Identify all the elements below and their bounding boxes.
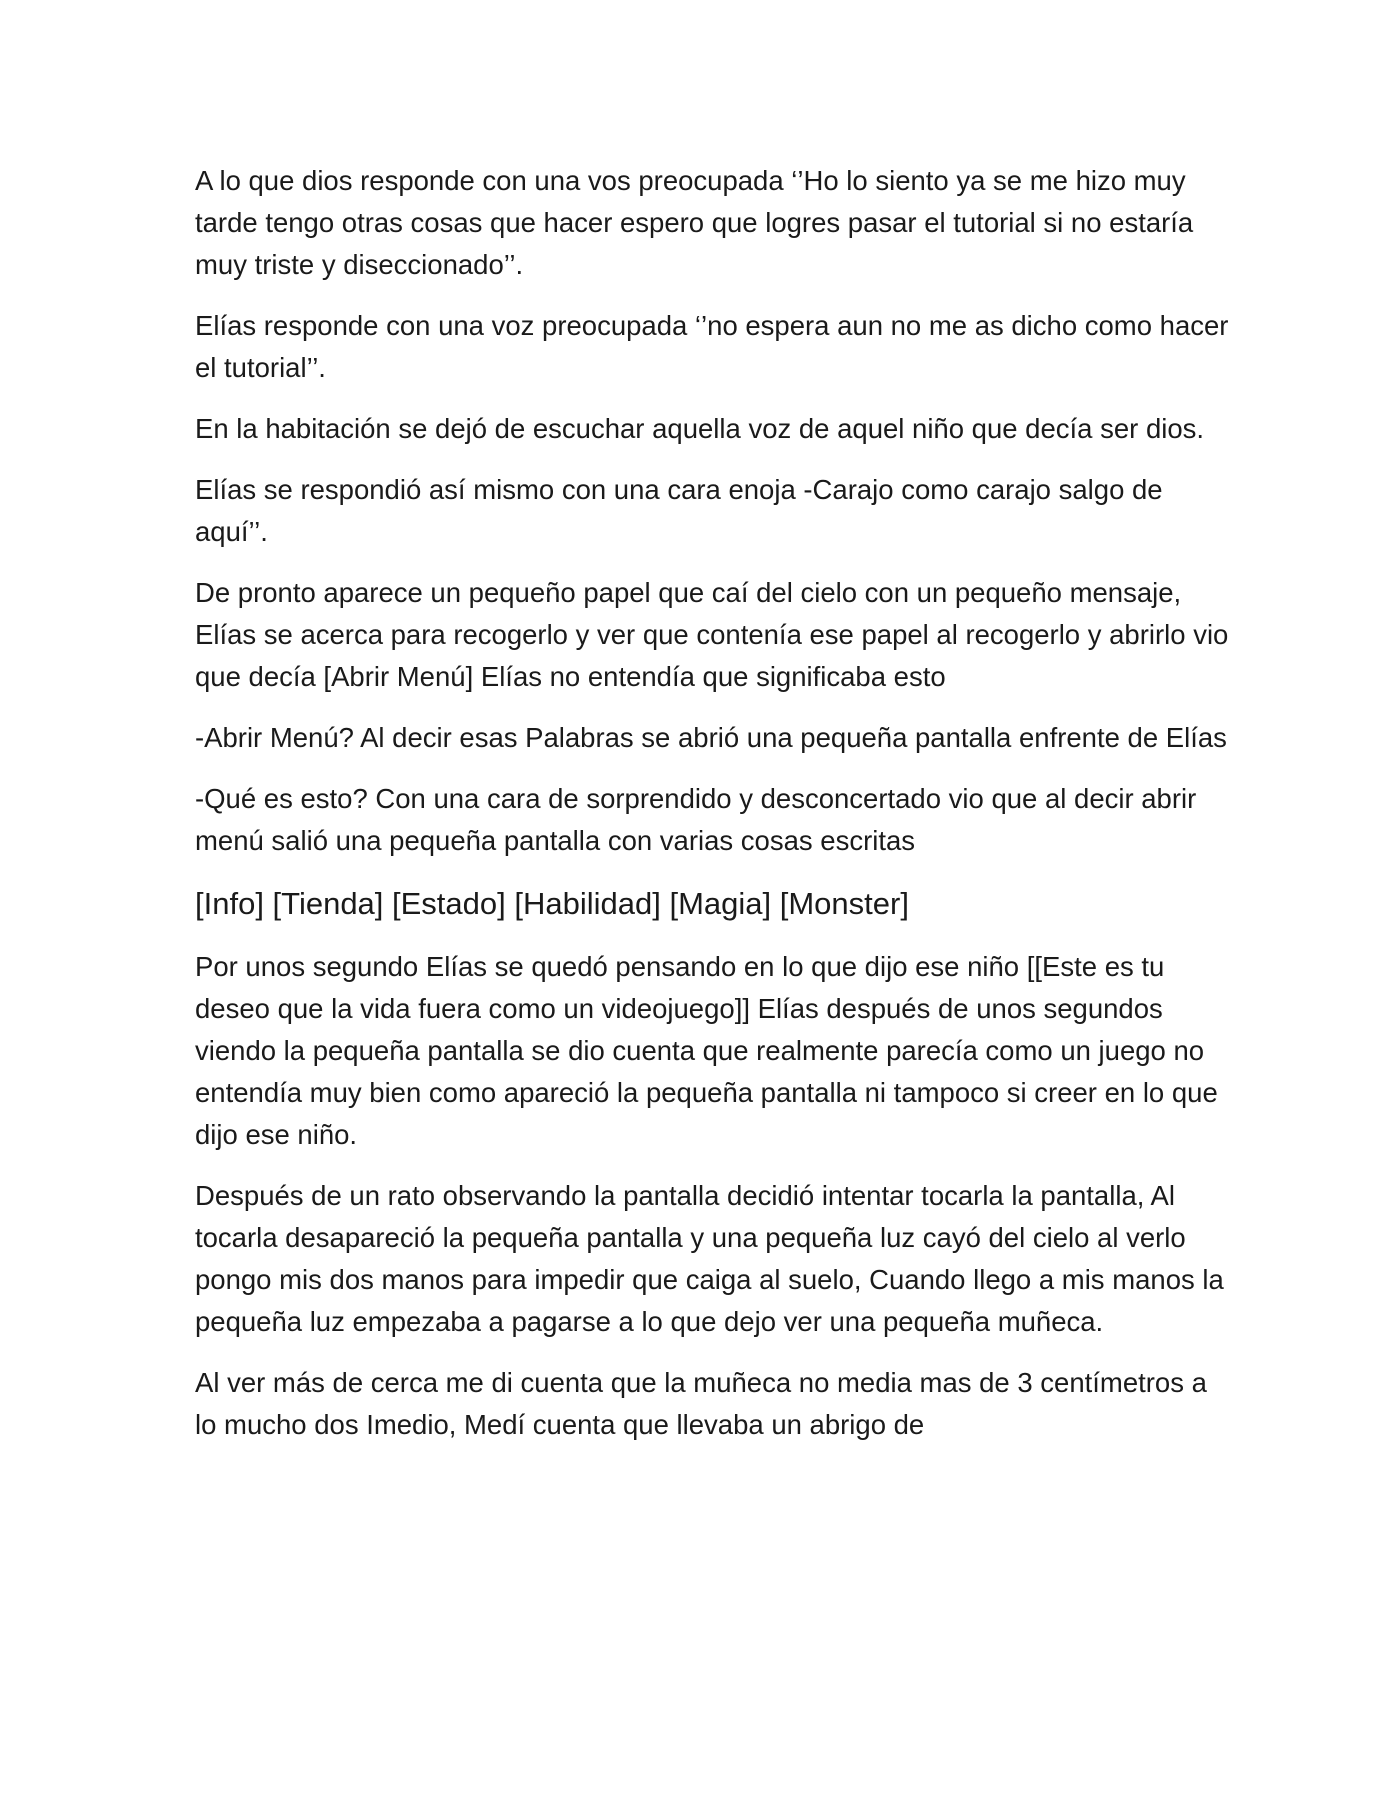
- paragraph-what-is-this: -Qué es esto? Con una cara de sorprendido y desconcertado vio que al decir abrir menú salió una pequeña pantalla con varias cosas escritas: [195, 783, 1197, 856]
- paragraph-videogame-wish: Por unos segundo Elías se quedó pensando en lo que dijo ese niño [[Este es tu deseo que la vida fuera como un videojuego]] Elías después de unos segundos viendo la pequeña pantalla se dio cuenta que realmente parecía como un juego no entendía muy bien como apareció la pequeña pantalla ni tampoco si creer en lo que dijo ese niño.: [195, 951, 1218, 1150]
- document-page: [195, 160, 1230, 1465]
- paragraph-elias-angry: Elías se respondió así mismo con una cara enoja -Carajo como carajo salgo de aquí’’.: [195, 474, 1163, 547]
- paragraph-voice-stopped: En la habitación se dejó de escuchar aquella voz de aquel niño que decía ser dios.: [195, 413, 1205, 444]
- paragraph-tiny-doll: Al ver más de cerca me di cuenta que la muñeca no media mas de 3 centímetros a lo mucho dos Imedio, Medí cuenta que llevaba un abrigo de: [195, 1367, 1207, 1440]
- paragraph-elias-response: Elías responde con una voz preocupada ‘’no espera aun no me as dicho como hacer el tutorial’’.: [195, 310, 1229, 383]
- paragraph-god-response: A lo que dios responde con una vos preocupada ‘’Ho lo siento ya se me hizo muy tarde tengo otras cosas que hacer espero que logres pasar el tutorial si no estaría muy triste y diseccionado’’.: [195, 165, 1194, 280]
- paragraph-paper-falls: De pronto aparece un pequeño papel que caí del cielo con un pequeño mensaje, Elías se acerca para recogerlo y ver que contenía ese papel al recogerlo y abrirlo vio que decía [Abrir Menú] Elías no entendía que significaba esto: [195, 577, 1229, 692]
- paragraph-menu-options: [Info] [Tienda] [Estado] [Habilidad] [Magia] [Monster]: [195, 886, 909, 921]
- paragraph-open-menu: -Abrir Menú? Al decir esas Palabras se abrió una pequeña pantalla enfrente de Elías: [195, 722, 1227, 753]
- paragraph-light-falls: Después de un rato observando la pantalla decidió intentar tocarla la pantalla, Al tocarla desapareció la pequeña pantalla y una pequeña luz cayó del cielo al verlo pongo mis dos manos para impedir que caiga al suelo, Cuando llego a mis manos la pequeña luz empezaba a pagarse a lo que dejo ver una pequeña muñeca.: [195, 1180, 1224, 1337]
